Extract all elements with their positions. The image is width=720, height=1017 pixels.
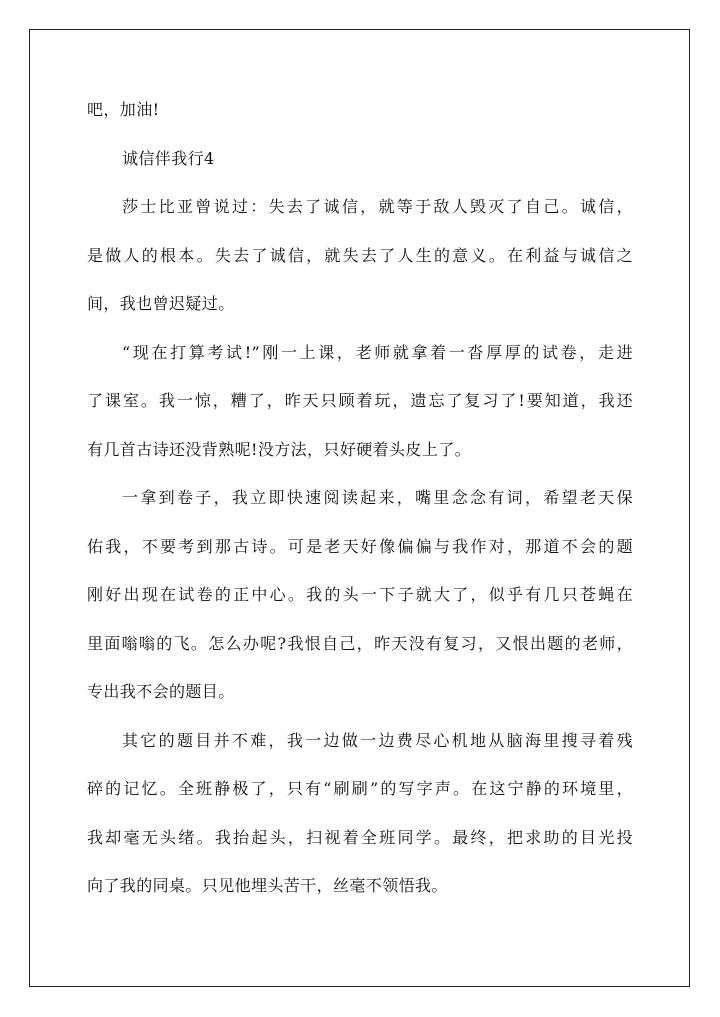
text-line: “现在打算考试!”刚一上课，老师就拿着一沓厚厚的试卷，走进 <box>122 342 633 362</box>
text-line: 莎士比亚曾说过：失去了诚信，就等于敌人毁灭了自己。诚信， <box>122 197 633 216</box>
text-line: 间，我也曾迟疑过。 <box>87 294 235 313</box>
document-body <box>87 91 633 916</box>
text-line: 我却毫无头绪。我抬起头，扫视着全班同学。最终，把求助的目光投 <box>87 827 633 847</box>
text-line: 其它的题目并不难，我一边做一边费尽心机地从脑海里搜寻着残 <box>122 730 633 750</box>
text-line: 刚好出现在试卷的正中心。我的头一下子就大了，似乎有几只苍蝇在 <box>87 585 633 604</box>
text-line: 佑我，不要考到那古诗。可是老天好像偏偏与我作对，那道不会的题 <box>87 536 633 556</box>
text-line: 吧，加油! <box>87 100 160 119</box>
section-heading: 诚信伴我行4 <box>122 148 215 168</box>
text-line: 碎的记忆。全班静极了，只有“刷刷”的写字声。在这宁静的环境里， <box>87 779 633 798</box>
text-line: 是做人的根本。失去了诚信，就失去了人生的意义。在利益与诚信之 <box>87 245 633 265</box>
text-line: 专出我不会的题目。 <box>87 682 235 701</box>
text-line: 里面嗡嗡的飞。怎么办呢?我恨自己，昨天没有复习，又恨出题的老师， <box>87 633 633 653</box>
text-line: 一拿到卷子，我立即快速阅读起来，嘴里念念有词，希望老天保 <box>122 488 633 507</box>
text-line: 向了我的同桌。只见他埋头苦干，丝毫不领悟我。 <box>87 876 448 895</box>
text-line: 有几首古诗还没背熟呢!没方法，只好硬着头皮上了。 <box>87 439 472 459</box>
text-line: 了课室。我一惊，糟了，昨天只顾着玩，遗忘了复习了!要知道，我还 <box>87 391 633 410</box>
